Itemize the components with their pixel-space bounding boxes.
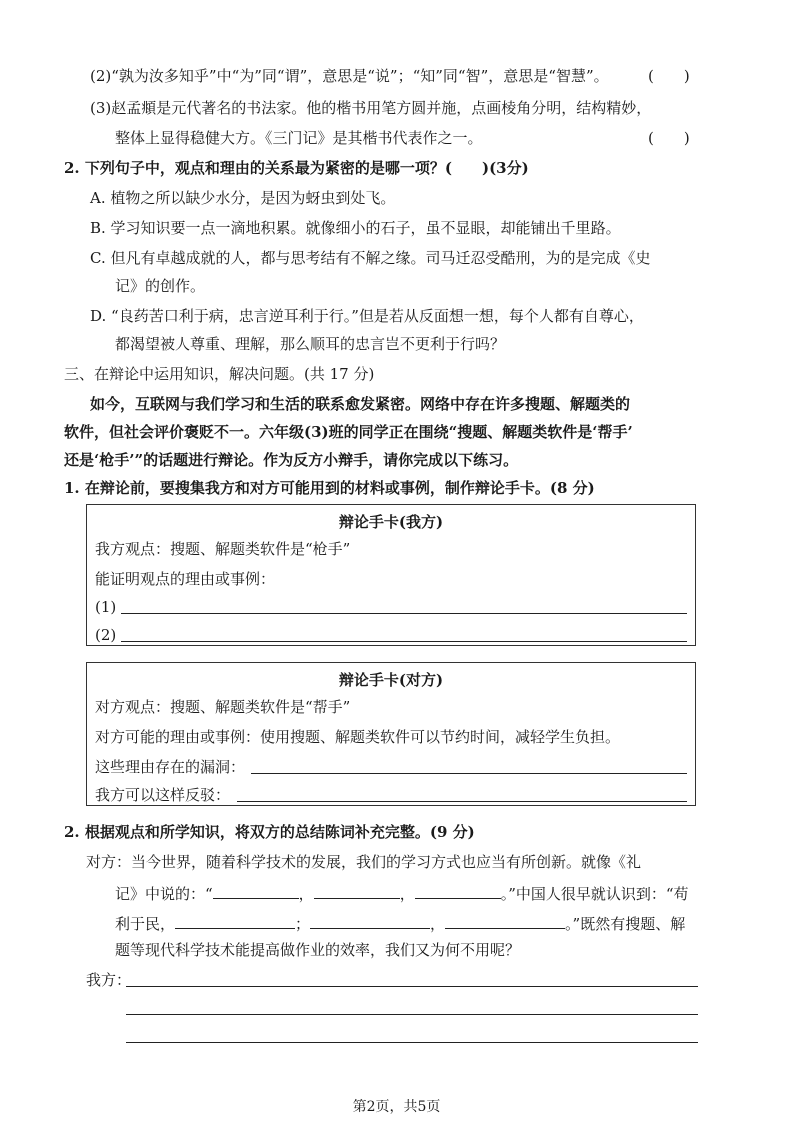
option-d: D. “良药苦口利于病，忠言逆耳利于行。”但是若从反面想一想，每个人都有自尊心， <box>90 307 644 325</box>
our-summary-line-3[interactable] <box>126 1042 698 1043</box>
answer-line-2[interactable] <box>121 641 687 642</box>
option-d-cont: 都渴望被人尊重、理解，那么顺耳的忠言岂不更利于行吗？ <box>115 335 506 353</box>
rebuttal-label: 我方可以这样反驳： <box>95 786 231 804</box>
debate-card-theirs <box>86 662 696 806</box>
opponent-summary-cont: 利于民， ； ， 。”既然有搜题、解 <box>115 912 685 934</box>
their-reasons: 对方可能的理由或事例：使用搜题、解题类软件可以节约时间，减轻学生负担。 <box>95 728 621 746</box>
opponent-summary-cont: 题等现代科学技术能提高做作业的效率，我们又为何不用呢？ <box>115 941 521 959</box>
blank-label-1: (1) <box>95 598 117 616</box>
fill-blank[interactable] <box>415 882 501 899</box>
their-viewpoint: 对方观点：搜题、解题类软件是“帮手” <box>95 698 351 716</box>
our-viewpoint: 我方观点：搜题、解题类软件是“枪手” <box>95 540 351 558</box>
reasons-label: 能证明观点的理由或事例： <box>95 570 276 588</box>
option-c: C. 但凡有卓越成就的人，都与思考结有不解之缘。司马迁忍受酷刑，为的是完成《史 <box>90 249 651 267</box>
option-c-cont: 记》的创作。 <box>115 277 206 295</box>
fill-blank[interactable] <box>175 912 295 929</box>
our-summary-label: 我方： <box>86 971 132 989</box>
card-title: 辩论手卡(对方) <box>338 671 444 689</box>
opponent-summary-cont: 记》中说的：“ ， ， 。”中国人很早就认识到：“苟 <box>115 882 689 904</box>
question-2-stem: 2. 下列句子中，观点和理由的关系最为紧密的是哪一项？( )(3分) <box>64 159 529 177</box>
question-1-stem: 1. 在辩论前，要搜集我方和对方可能用到的材料或事例，制作辩论手卡。(8 分) <box>64 479 595 497</box>
loophole-label: 这些理由存在的漏洞： <box>95 758 246 776</box>
judgment-item-3-cont: 整体上显得稳健大方。《三门记》是其楷书代表作之一。 <box>115 129 483 147</box>
fill-blank[interactable] <box>314 882 400 899</box>
section-three-heading: 三、在辩论中运用知识，解决问题。(共 17 分) <box>64 365 375 383</box>
answer-line-1[interactable] <box>121 613 687 614</box>
page-footer: 第2页，共5页 <box>352 1099 441 1115</box>
opponent-summary: 对方：当今世界，随着科学技术的发展，我们的学习方式也应当有所创新。就像《礼 <box>86 853 642 871</box>
intro-paragraph: 如今，互联网与我们学习和生活的联系愈发紧密。网络中存在许多搜题、解题类的 <box>90 395 631 413</box>
loophole-answer-line[interactable] <box>251 773 687 774</box>
answer-paren[interactable]: ( ) <box>648 129 690 147</box>
rebuttal-answer-line[interactable] <box>237 801 687 802</box>
answer-paren[interactable]: ( ) <box>648 67 690 85</box>
intro-paragraph-cont: 还是‘枪手’”的话题进行辩论。作为反方小辩手，请你完成以下练习。 <box>64 451 519 469</box>
intro-paragraph-cont: 软件，但社会评价褒贬不一。六年级(3)班的同学正在围绕“搜题、解题类软件是‘帮手’ <box>64 423 633 441</box>
option-a: A. 植物之所以缺少水分，是因为蚜虫到处飞。 <box>90 189 396 207</box>
our-summary-line-1[interactable] <box>126 986 698 987</box>
blank-label-2: (2) <box>95 626 117 644</box>
fill-blank[interactable] <box>213 882 299 899</box>
fill-blank[interactable] <box>445 912 565 929</box>
judgment-item-2: (2)“孰为汝多知乎”中“为”同“谓”，意思是“说”；“知”同“智”，意思是“智慧”。 <box>90 67 609 85</box>
debate-card-ours <box>86 504 696 646</box>
question-2-summary-stem: 2. 根据观点和所学知识，将双方的总结陈词补充完整。(9 分) <box>64 823 475 841</box>
fill-blank[interactable] <box>310 912 430 929</box>
our-summary-line-2[interactable] <box>126 1014 698 1015</box>
judgment-item-3: (3)赵孟頫是元代著名的书法家。他的楷书用笔方圆并施，点画棱角分明，结构精妙， <box>90 99 652 117</box>
option-b: B. 学习知识要一点一滴地积累。就像细小的石子，虽不显眼，却能铺出千里路。 <box>90 219 621 237</box>
card-title: 辩论手卡(我方) <box>338 513 444 531</box>
